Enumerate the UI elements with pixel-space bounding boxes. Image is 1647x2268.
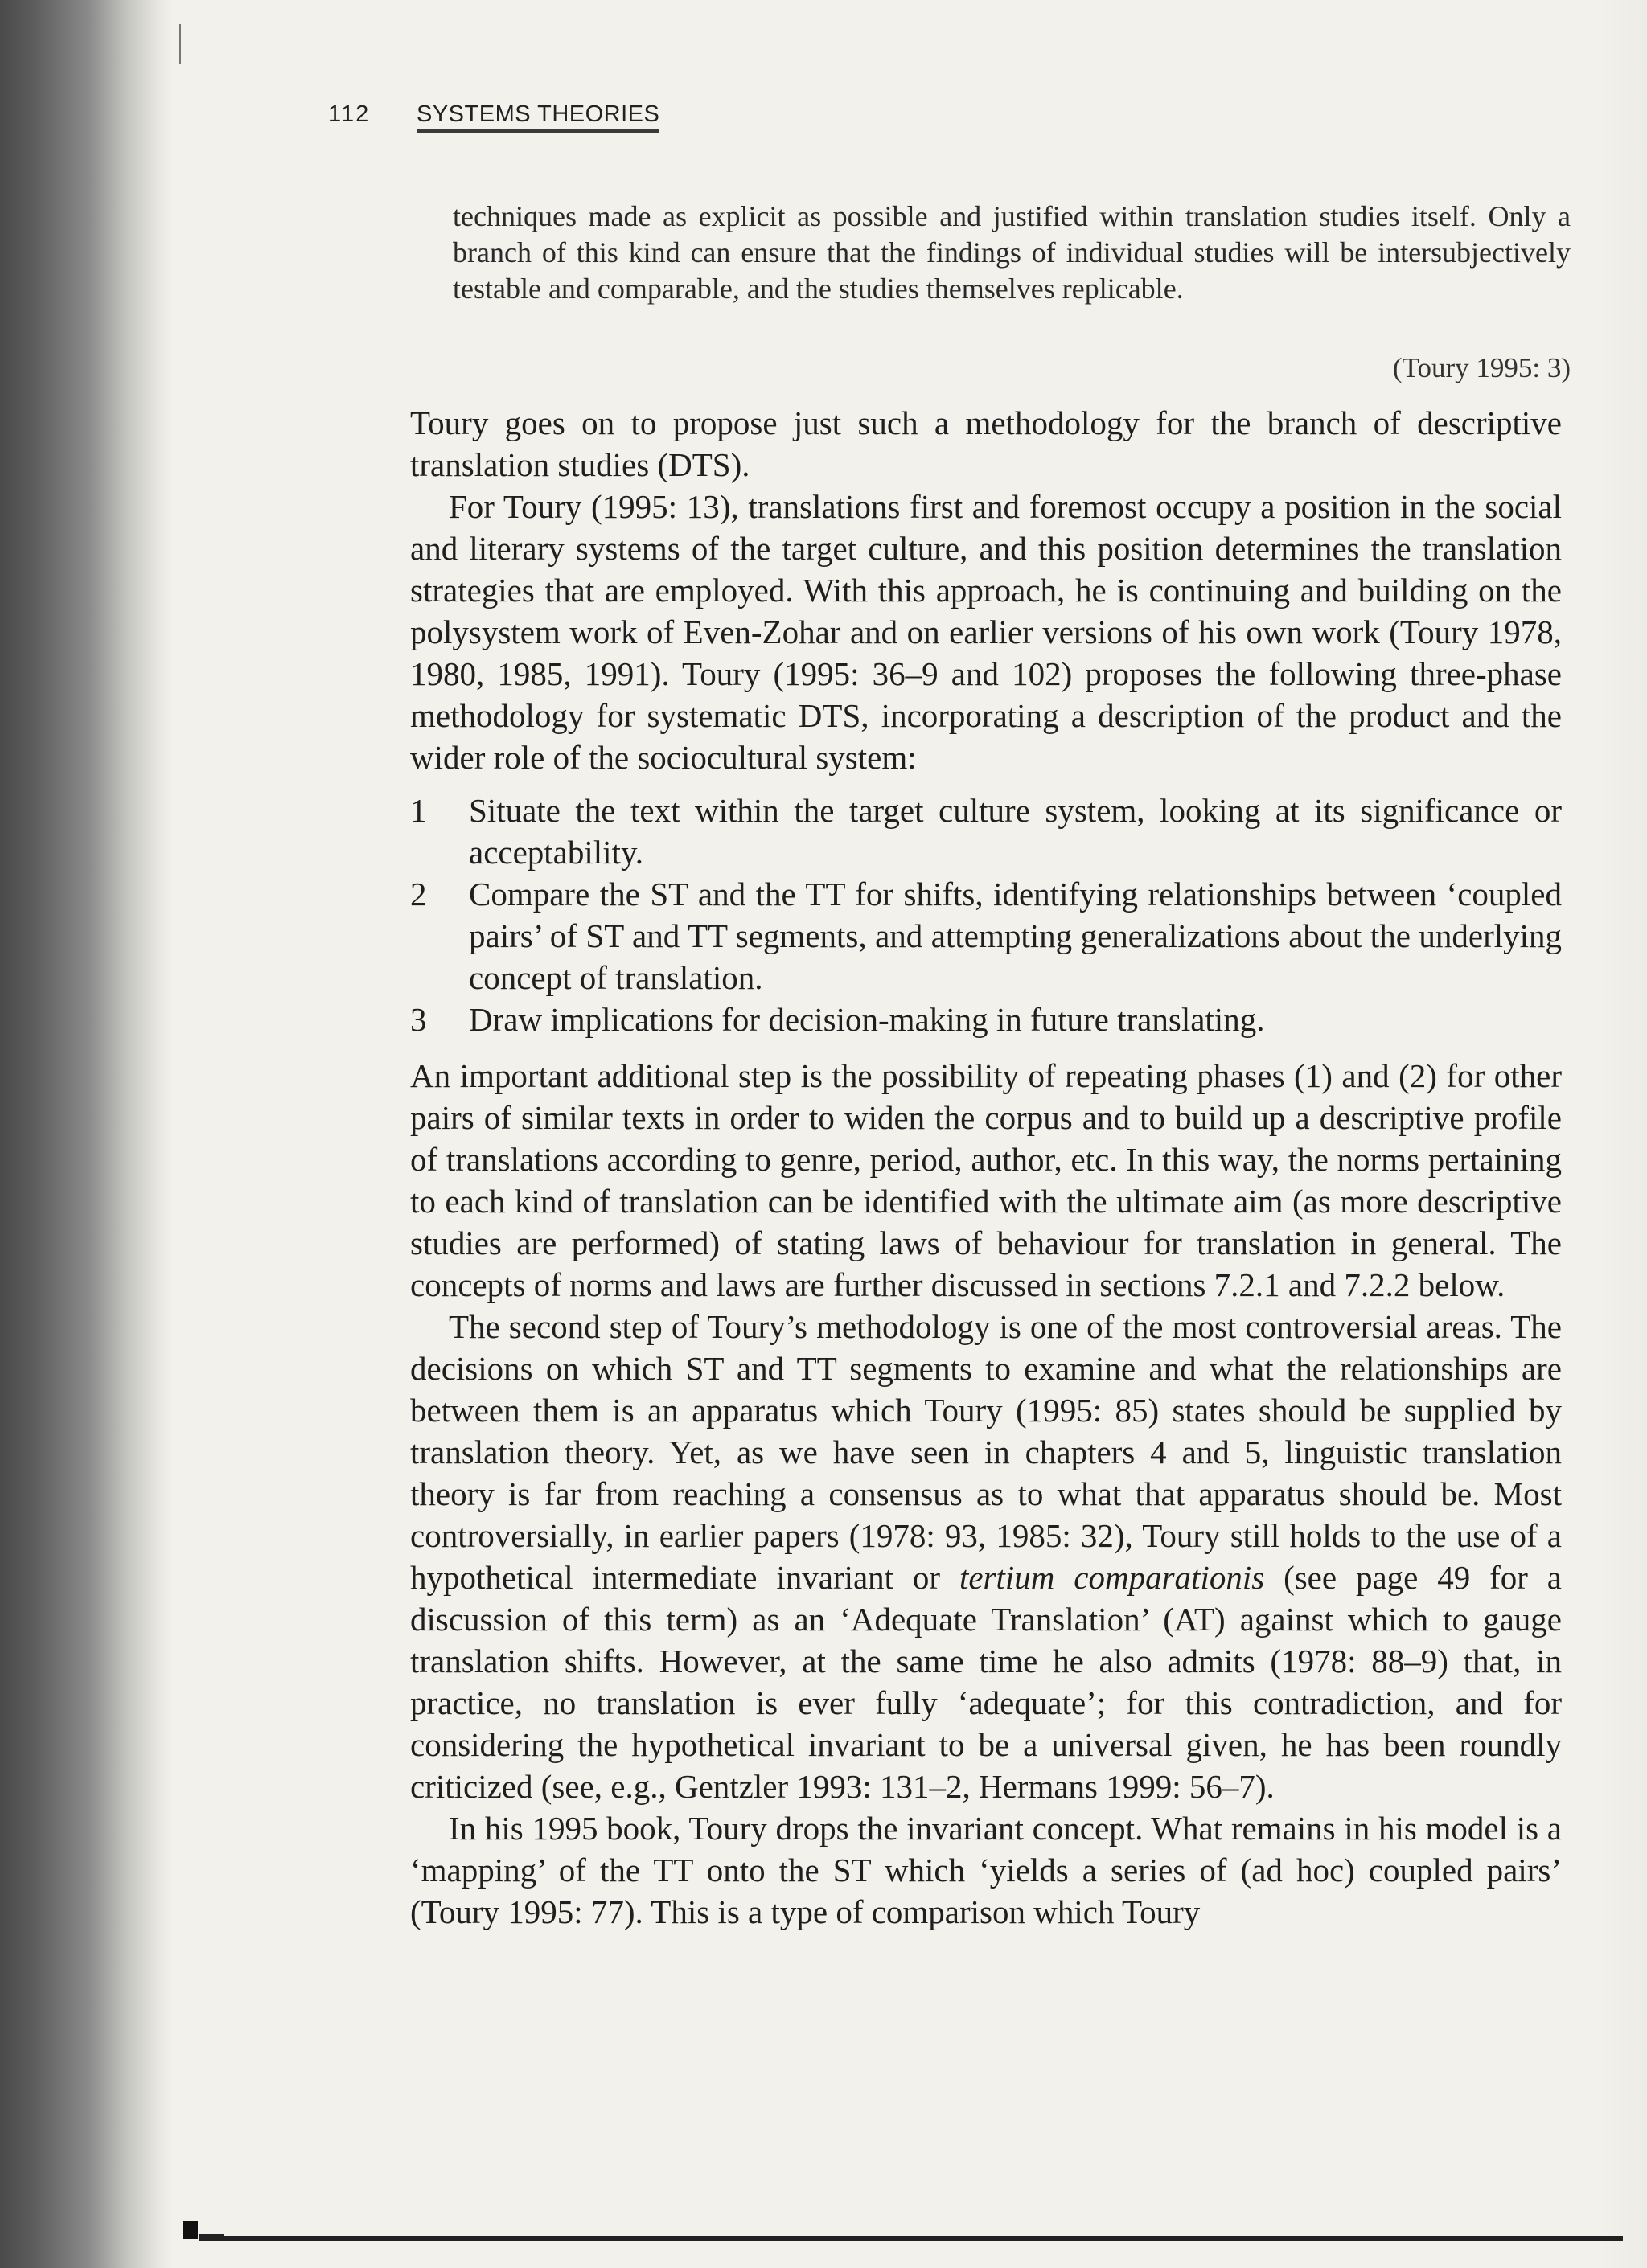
list-item [410,789,1562,873]
paragraph-4-text-b: (see page 49 for a discussion of this term) as an ‘Adequate Translation’ (AT) against which to gauge translation shifts. However, at the same time he also admits (1978: 88–9) that, in practice, no translation is ever fully ‘adequate’; for this contradiction, and for considering the hypothetical invariant to be a universal given, he has been roundly criticized (see, e.g., Gentzler 1993: 131–2, Hermans 1999: 56–7). [410,1559,1563,1805]
paragraph-4 [410,1306,1562,1807]
step-number: 2 [410,876,427,913]
list-item [410,999,1562,1040]
bottom-mark [199,2234,224,2241]
paragraph-3: An important additional step is the possibility of repeating phases (1) and (2) for other pairs of similar texts in order to widen the corpus and to build up a descriptive profile of translations according to genre, period, author, etc. In this way, the norms pertaining to each kind of translation can be identified with the ultimate aim (as more descriptive studies are performed) of stating laws of behaviour for translation in general. The concepts of norms and laws are further discussed in sections 7.2.1 and 7.2.2 below. [410,1057,1562,1303]
paragraph-1: Toury goes on to propose just such a methodology for the branch of descriptive translation studies (DTS). [410,404,1562,483]
paragraph-4-text-a: The second step of Toury’s methodology is one of the most controversial areas. The decisions on which ST and TT segments to examine and what the relationships are between them is an apparatus which Toury (1995: 85) states should be supplied by translation theory. Yet, as we have seen in chapters 4 and 5, linguistic translation theory is far from reaching a consensus as to what that apparatus should be. Most controversially, in earlier papers (1978: 93, 1985: 32), Toury still holds to the use of a hypothetical intermediate invariant or [410,1308,1562,1596]
block-quotation: techniques made as explicit as possible and justified within translation studies itself. Only a branch of this kind can ensure that the findings of individual studies will be intersubjectively testable and comparable, and the studies themselves replicable. [453,200,1571,305]
step-text: Compare the ST and the TT for shifts, identifying relationships between ‘coupled pairs’ of ST and TT segments, and attempting generalizations about the underlying concept of translation. [469,876,1562,996]
page-edge [1600,0,1647,2268]
page-number: 112 [328,101,371,127]
main-text [410,402,1562,1933]
gutter-mark [179,24,181,64]
list-item [410,873,1562,999]
latin-term: tertium comparationis [959,1559,1265,1596]
paragraph-2: For Toury (1995: 13), translations first and foremost occupy a position in the social and literary systems of the target culture, and this position determines the translation strategies that are employed. With this approach, he is continuing and building on the polysystem work of Even-Zohar and on earlier versions of his own work (Toury 1978, 1980, 1985, 1991). Toury (1995: 36–9 and 102) proposes the following three-phase methodology for systematic DTS, incorporating a description of the product and the wider role of the sociocultural system: [410,488,1562,776]
step-number: 1 [410,792,427,829]
paragraph-5: In his 1995 book, Toury drops the invariant concept. What remains in his model is a ‘mapping’ of the TT onto the ST which ‘yields a series of (ad hoc) coupled pairs’ (Toury 1995: 77). This is a type of comparison which Toury [410,1810,1562,1930]
bottom-rule [224,2236,1623,2241]
quote-citation: (Toury 1995: 3) [1392,352,1571,383]
step-text: Draw implications for decision-making in future translating. [469,1001,1265,1038]
step-number: 3 [410,1001,427,1038]
bottom-mark [183,2221,198,2239]
section-title: SYSTEMS THEORIES [417,101,659,133]
step-text: Situate the text within the target culture system, looking at its significance or acceptability. [469,792,1562,871]
book-gutter-shadow [0,0,173,2268]
running-header [328,101,659,133]
methodology-steps [410,789,1562,1040]
